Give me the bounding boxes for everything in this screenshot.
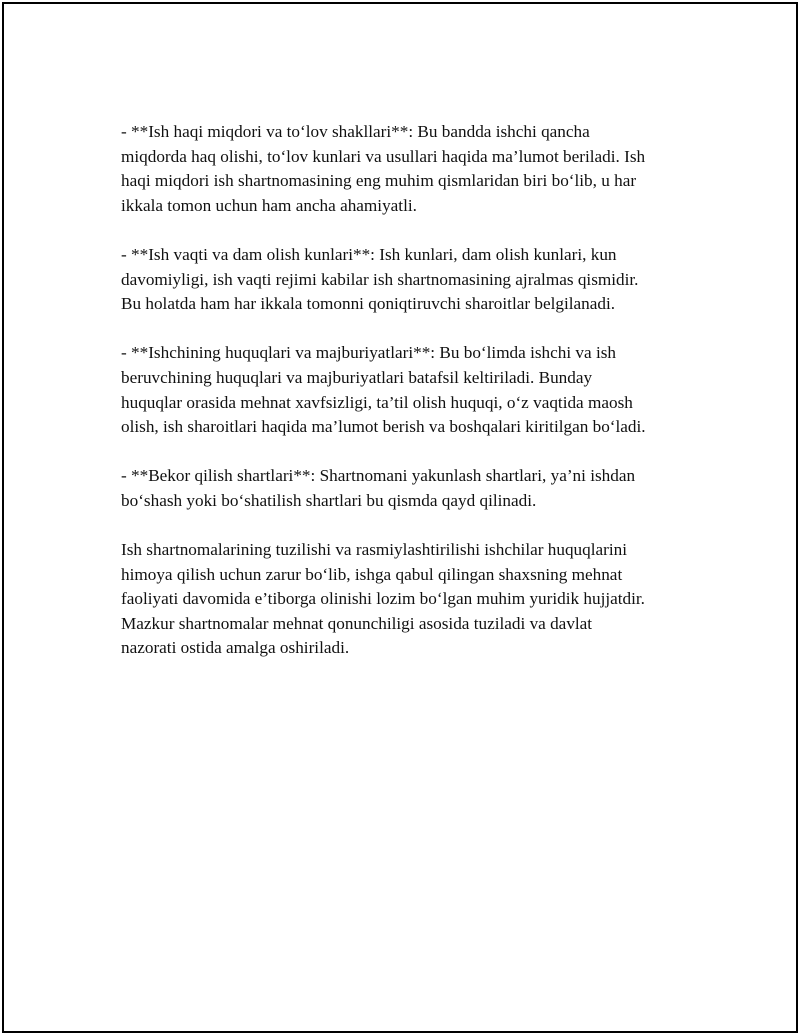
page-frame xyxy=(2,2,798,1033)
paragraph-termination: - **Bekor qilish shartlari**: Shartnomani yakunlash shartlari, ya’ni ishdan bo‘shash yoki bo‘shatilish shartlari bu qismda qayd qilinadi. xyxy=(121,466,636,510)
document-body xyxy=(121,120,701,661)
paragraph-rights-duties: - **Ishchining huquqlari va majburiyatlari**: Bu bo‘limda ishchi va ish beruvchining huquqlari va majburiyatlari batafsil keltiriladi. Bunday huquqlar orasida mehnat xavfsizligi, ta’til olish huquqi, o‘z vaqtida maosh olish, ish sharoitlari haqida ma’lumot berish va boshqalari kiritilgan bo‘ladi. xyxy=(121,343,646,437)
paragraph-work-time: - **Ish vaqti va dam olish kunlari**: Ish kunlari, dam olish kunlari, kun davomiyligi, ish vaqti rejimi kabilar ish shartnomasining ajralmas qismidir. Bu holatda ham har ikkala tomonni qoniqtiruvchi sharoitlar belgilanadi. xyxy=(121,244,639,314)
paragraph-conclusion: Ish shartnomalarining tuzilishi va rasmiylashtirilishi ishchilar huquqlarini himoya qilish uchun zarur bo‘lib, ishga qabul qilingan shaxsning mehnat faoliyati davomida e’tiborga olinishi lozim bo‘lgan muhim yuridik hujjatdir. Mazkur shartnomalar mehnat qonunchiligi asosida tuziladi va davlat nazorati ostida amalga oshiriladi. xyxy=(121,540,645,658)
paragraph-salary: - **Ish haqi miqdori va to‘lov shakllari**: Bu bandda ishchi qancha miqdorda haq olishi, to‘lov kunlari va usullari haqida ma’lumot beriladi. Ish haqi miqdori ish shartnomasining eng muhim qismlaridan biri bo‘lib, u har ikkala tomon uchun ham ancha ahamiyatli. xyxy=(121,122,646,215)
